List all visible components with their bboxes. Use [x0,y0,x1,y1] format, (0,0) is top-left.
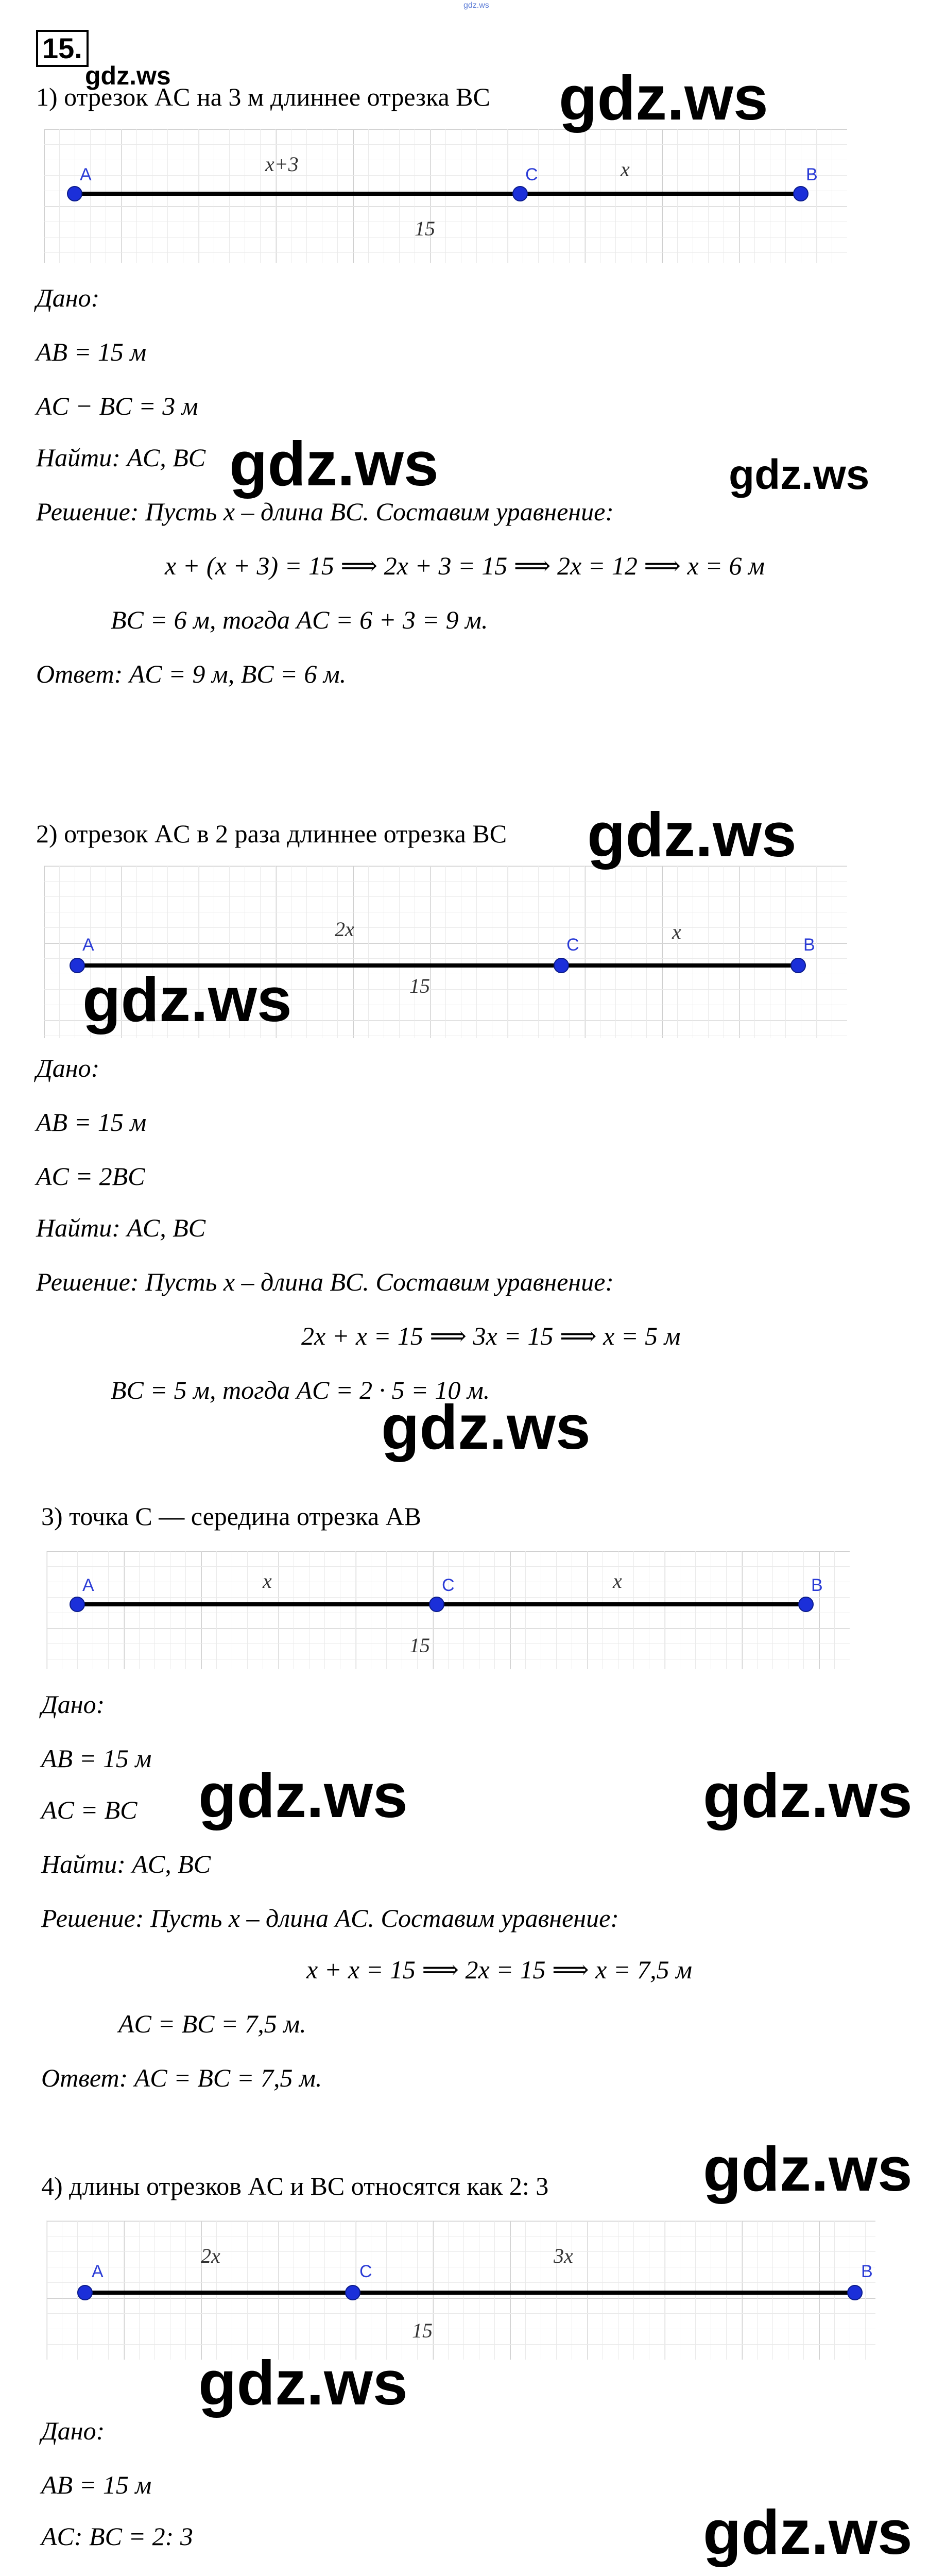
s3-right-label: x [613,1569,622,1592]
s1-solution: Решение: Пусть x – длина BC. Составим уравнение: [36,497,614,526]
s4-heading: 4) длины отрезков AC и BC относятся как 2: 3 [41,2172,549,2200]
s4-diagram [46,2221,875,2360]
s4-right-label: 3x [554,2244,573,2267]
watermark: gdz.ws [703,2134,913,2204]
watermark: gdz.ws [381,1392,591,1462]
s1-point-a [67,186,82,201]
s3-answer: Ответ: AC = BC = 7,5 м. [41,2063,322,2092]
watermark: gdz.ws [559,63,768,133]
watermark: gdz.ws [703,1760,913,1831]
s1-point-c [512,186,528,201]
s1-label-b: B [806,165,818,184]
s4-label-a: A [92,2262,104,2281]
s2-given-title: Дано: [36,1054,100,1082]
s3-label-a: A [82,1575,94,1595]
s2-left-label: 2x [335,918,354,941]
s3-point-c [429,1597,444,1612]
s1-diagram [44,129,847,263]
s1-heading: 1) отрезок AC на 3 м длиннее отрезка BC [36,82,490,111]
watermark: gdz.ws [82,964,292,1035]
s2-equation: 2x + x = 15 ⟹ 3x = 15 ⟹ x = 5 м [301,1321,681,1350]
top-link[interactable]: gdz.ws [463,1,489,10]
s2-given1: AB = 15 м [36,1108,147,1137]
s3-label-b: B [811,1575,823,1595]
s3-point-b [798,1597,814,1612]
s3-equation: x + x = 15 ⟹ 2x = 15 ⟹ x = 7,5 м [306,1955,692,1984]
s4-point-c [345,2285,360,2300]
s2-right-label: x [672,920,681,943]
watermark: gdz.ws [703,2497,913,2567]
s3-heading: 3) точка C — середина отрезка AB [41,1502,421,1531]
s1-answer: Ответ: AC = 9 м, BC = 6 м. [36,659,347,688]
s2-total-label: 15 [409,974,430,997]
s1-given-title: Дано: [36,283,100,312]
s4-given-title: Дано: [41,2416,105,2445]
s2-point-c [554,958,569,973]
s4-total-label: 15 [412,2319,433,2342]
s1-label-c: C [525,165,538,184]
s4-given2: AC: BC = 2: 3 [41,2522,193,2551]
s1-result: BC = 6 м, тогда AC = 6 + 3 = 9 м. [111,605,488,634]
s3-result: AC = BC = 7,5 м. [118,2009,306,2038]
s4-label-b: B [861,2262,873,2281]
s2-label-c: C [566,935,579,955]
watermark: gdz.ws [229,429,439,499]
s2-find: Найти: AC, BC [36,1213,206,1242]
s3-find: Найти: AC, BC [41,1850,211,1878]
s1-given2: AC − BC = 3 м [36,392,198,420]
s4-label-c: C [359,2262,372,2281]
watermark: gdz.ws [729,451,870,498]
watermark: gdz.ws [587,800,797,870]
s1-point-b [793,186,809,201]
s1-find: Найти: AC, BC [36,443,206,472]
s3-left-label: x [263,1569,272,1592]
s4-point-b [847,2285,863,2300]
s2-given2: AC = 2BC [36,1162,145,1191]
s3-label-c: C [442,1575,455,1595]
s4-point-a [77,2285,93,2300]
s1-equation: x + (x + 3) = 15 ⟹ 2x + 3 = 15 ⟹ 2x = 12 ⟹ x = 6 м [165,551,765,580]
s3-given2: AC = BC [41,1795,137,1824]
s4-given1: AB = 15 м [41,2470,152,2499]
s1-total-label: 15 [415,217,435,240]
s2-label-b: B [803,935,815,955]
s1-left-label: x+3 [265,152,299,176]
watermark-small: gdz.ws [85,61,171,90]
s3-diagram [46,1551,850,1669]
s2-point-b [790,958,806,973]
s1-given1: AB = 15 м [36,337,147,366]
s1-segment-ab [75,192,801,196]
s3-point-a [70,1597,85,1612]
s3-given-title: Дано: [41,1690,105,1719]
s2-solution: Решение: Пусть x – длина BC. Составим уравнение: [36,1267,614,1296]
s2-label-a: A [82,935,94,955]
s4-left-label: 2x [201,2244,220,2267]
s2-heading: 2) отрезок AC в 2 раза длиннее отрезка BC [36,819,507,848]
watermark: gdz.ws [198,1760,408,1831]
problem-number: 15. [36,30,89,67]
s1-label-a: A [80,165,92,184]
s3-solution: Решение: Пусть x – длина AC. Составим уравнение: [41,1904,619,1933]
watermark: gdz.ws [198,2348,408,2418]
s1-right-label: x [621,158,630,181]
s3-total-label: 15 [409,1634,430,1657]
s4-segment-ab [85,2291,855,2295]
s3-given1: AB = 15 м [41,1744,152,1773]
s2-result: BC = 5 м, тогда AC = 2 · 5 = 10 м. [111,1376,490,1404]
